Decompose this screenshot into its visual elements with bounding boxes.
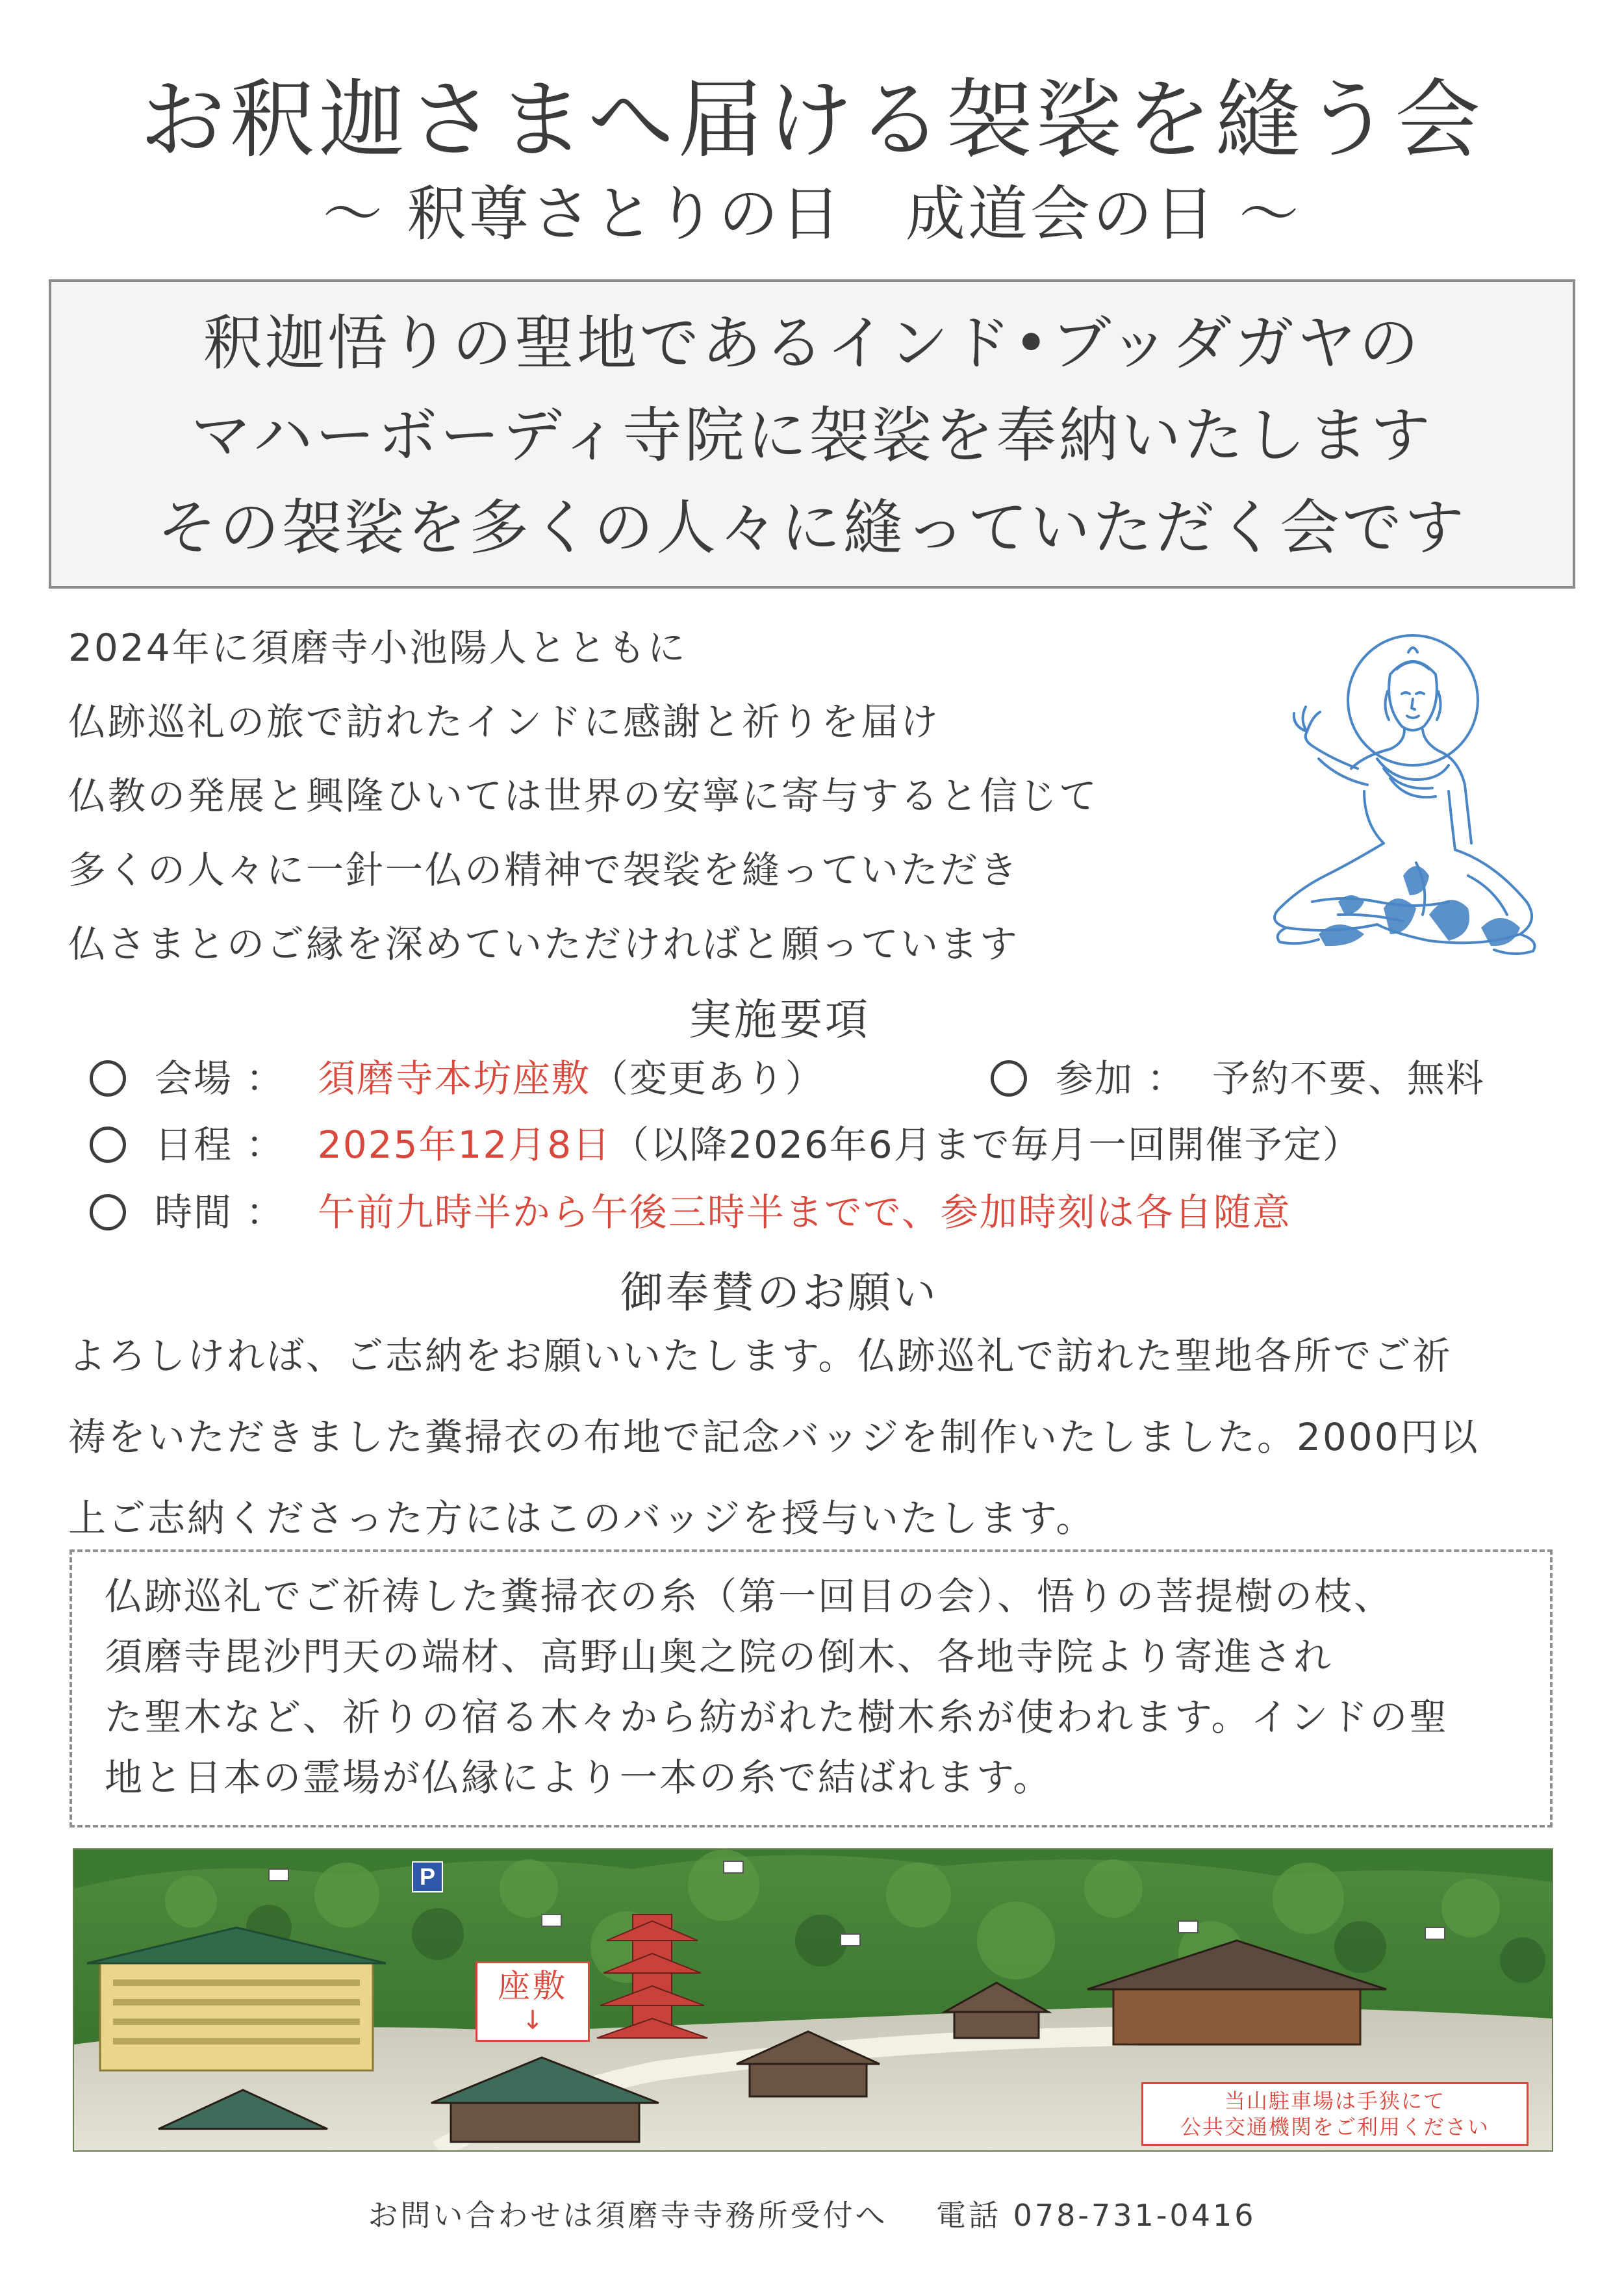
- lead-line: マハーボーディ寺院に袈裟を奉納いたします: [191, 401, 1433, 470]
- participation-value: 予約不要、無料: [1212, 1056, 1485, 1101]
- phone-label: 電話: [936, 2198, 1001, 2233]
- footer-text: お問い合わせは須磨寺寺務所受付へ: [368, 2198, 888, 2233]
- venue-value: 須磨寺本坊座敷: [317, 1056, 590, 1101]
- venue-label: 会場 ：: [155, 1056, 285, 1101]
- thread-note-line: 須磨寺毘沙門天の端材、高野山奥之院の倒木、各地寺院より寄進され: [105, 1635, 1334, 1679]
- details-heading: 実施要項: [689, 995, 870, 1045]
- intro-line: 仏跡巡礼の旅で訪れたインドに感謝と祈りを届け: [68, 700, 941, 744]
- arrow-down-icon: ↓: [522, 2006, 544, 2035]
- zashiki-label: 座敷: [498, 1967, 568, 2005]
- date-note: （以降2026年6月まで毎月一回開催予定）: [611, 1123, 1362, 1167]
- date-value: 2025年12月8日: [317, 1123, 612, 1167]
- donation-paragraph: [68, 1316, 1575, 1559]
- thread-note-line: 地と日本の霊場が仏縁により一本の糸で結ばれます。: [105, 1755, 1053, 1800]
- time-value: 午前九時半から午後三時半までで、参加時刻は各自随意: [317, 1190, 1291, 1234]
- intro-line: 仏さまとのご縁を深めていただければと願っています: [68, 922, 1020, 966]
- parking-note-line: 当山駐車場は手狭にて: [1224, 2089, 1445, 2113]
- time-row: [90, 1186, 1291, 1238]
- venue-note: （変更あり）: [590, 1056, 824, 1101]
- venue-row: [90, 1052, 824, 1104]
- circle-bullet-icon: [991, 1060, 1027, 1097]
- participation-row: [991, 1052, 1485, 1104]
- parking-note: [1141, 2082, 1529, 2146]
- thread-note-box: [70, 1549, 1553, 1827]
- donation-heading: 御奉賛のお願い: [620, 1267, 939, 1318]
- intro-line: 多くの人々に一針一仏の精神で袈裟を縫っていただき: [68, 848, 1020, 892]
- lead-line: 釈迦悟りの聖地であるインド•ブッダガヤの: [203, 309, 1421, 378]
- page-title: お釈迦さまへ届ける袈裟を縫う会: [140, 70, 1484, 170]
- phone-number[interactable]: 078-731-0416: [1013, 2198, 1256, 2233]
- date-row: [90, 1119, 1362, 1171]
- temple-map: [73, 1848, 1553, 2152]
- circle-bullet-icon: [90, 1127, 126, 1163]
- participation-label: 参加 ：: [1056, 1056, 1186, 1101]
- intro-line: 2024年に須磨寺小池陽人とともに: [68, 626, 687, 670]
- footer-contact: [0, 2196, 1624, 2235]
- lead-line: その袈裟を多くの人々に縫っていただく会です: [157, 493, 1467, 563]
- time-label: 時間 ：: [155, 1190, 285, 1234]
- thread-note-line: た聖木など、祈りの宿る木々から紡がれた樹木糸が使われます。インドの聖: [105, 1695, 1449, 1739]
- buddha-illustration: [1234, 629, 1572, 993]
- thread-note-line: 仏跡巡礼でご祈祷した糞掃衣の糸（第一回目の会）、悟りの菩提樹の枝、: [105, 1574, 1394, 1618]
- page-subtitle: ～ 釈尊さとりの日 成道会の日 ～: [322, 179, 1302, 249]
- circle-bullet-icon: [90, 1194, 126, 1230]
- donation-line: よろしければ、ご志納をお願いいたします。仏跡巡礼で訪れた聖地各所でご祈: [68, 1334, 1453, 1378]
- zashiki-callout: [476, 1961, 590, 2042]
- intro-paragraph: [68, 611, 1098, 981]
- intro-line: 仏教の発展と興隆ひいては世界の安寧に寄与すると信じて: [68, 774, 1099, 818]
- lead-box: [49, 279, 1575, 589]
- circle-bullet-icon: [90, 1060, 126, 1097]
- date-label: 日程 ：: [155, 1123, 285, 1167]
- donation-line: 祷をいただきました糞掃衣の布地で記念バッジを制作いたしました。2000円以: [68, 1415, 1480, 1459]
- donation-line: 上ご志納くださった方にはこのバッジを授与いたします。: [68, 1496, 1096, 1540]
- parking-icon: P: [412, 1861, 443, 1892]
- parking-note-line: 公共交通機関をご利用ください: [1180, 2115, 1490, 2139]
